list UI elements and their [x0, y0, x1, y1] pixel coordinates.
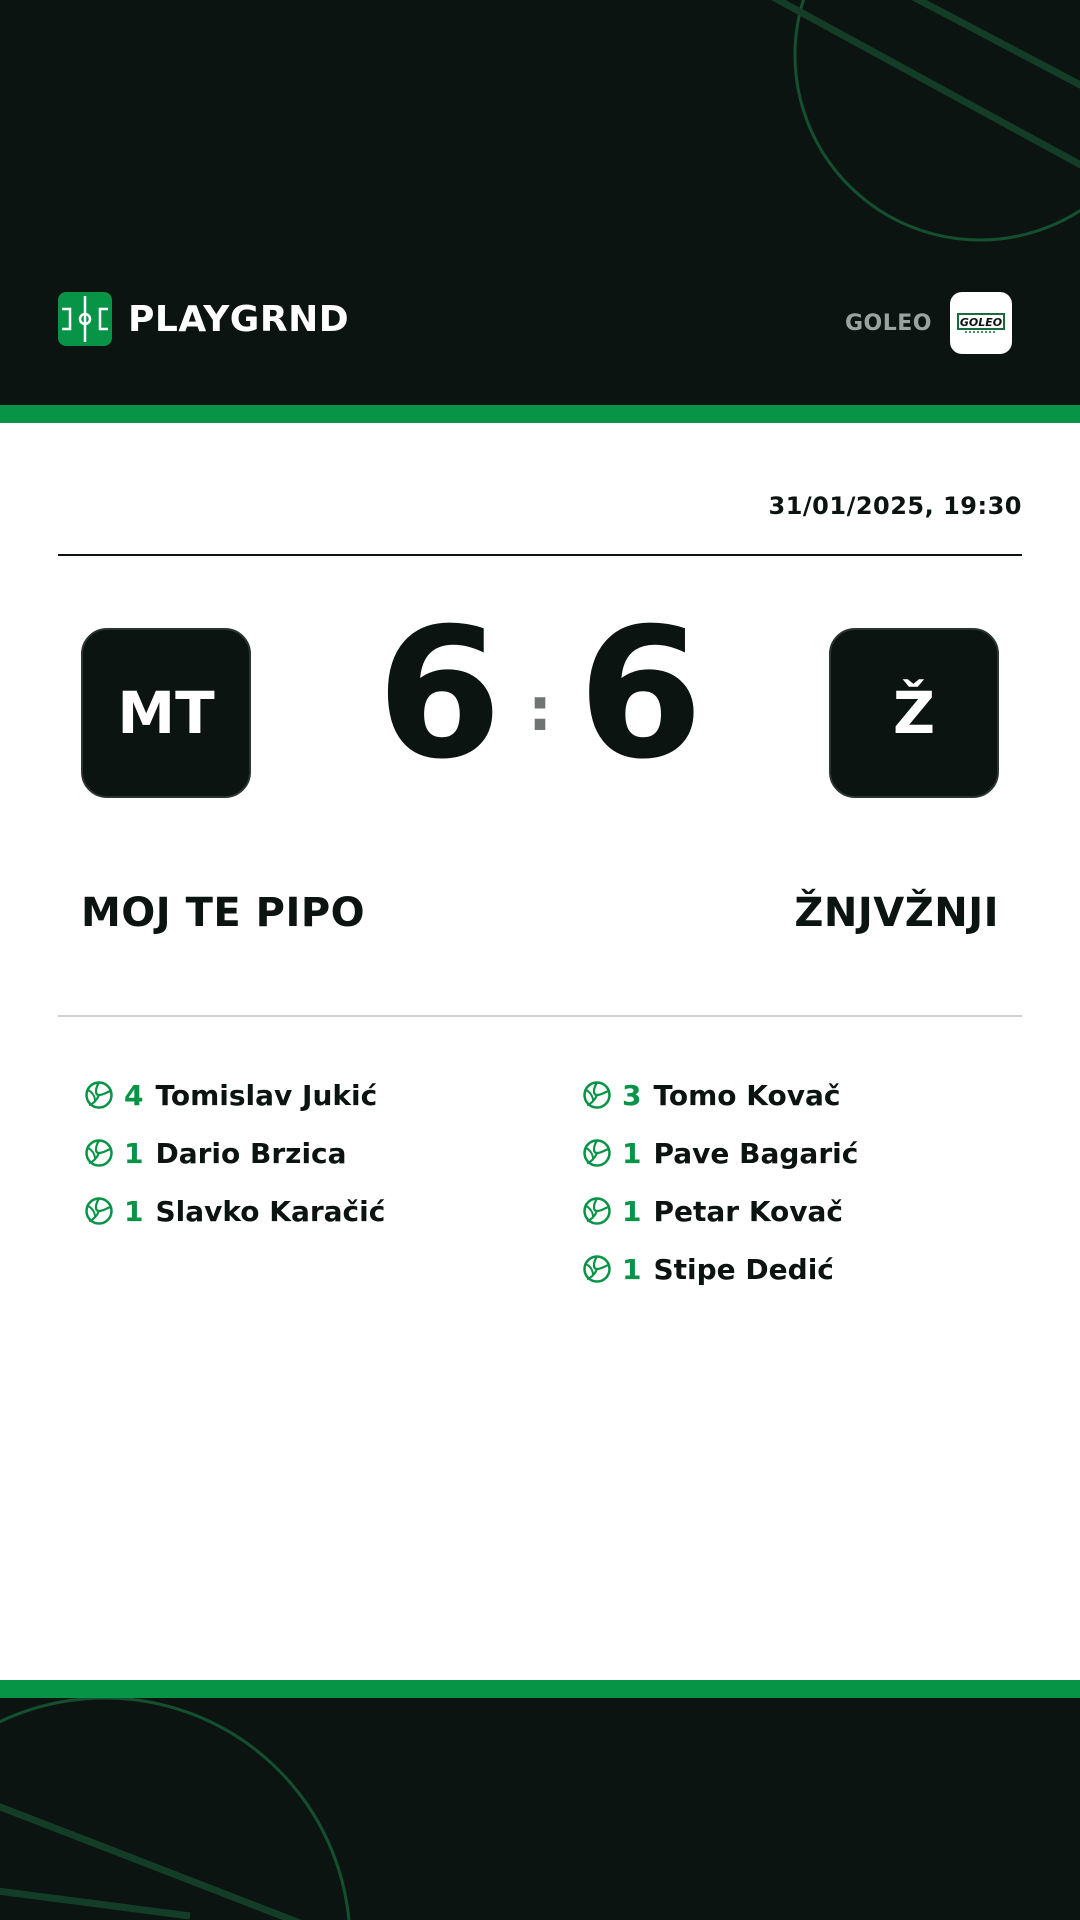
- footer: [0, 1698, 1080, 1920]
- scorer-row: [582, 1124, 858, 1182]
- home-score: 6: [376, 590, 502, 799]
- player-name: Slavko Karačić: [155, 1194, 386, 1228]
- footer-accent-stripe: [0, 1680, 1080, 1698]
- match-datetime: 31/01/2025, 19:30: [768, 492, 1022, 520]
- header-accent-stripe: [0, 405, 1080, 423]
- scorer-row: [84, 1124, 385, 1182]
- home-scorers-list: [84, 1066, 385, 1240]
- soccer-ball-icon: [84, 1196, 114, 1226]
- away-team-badge: Ž: [829, 628, 999, 798]
- goal-count: 1: [622, 1136, 642, 1170]
- goal-count: 1: [124, 1136, 144, 1170]
- header: [0, 0, 1080, 405]
- divider: [58, 1015, 1022, 1017]
- goal-count: 4: [124, 1078, 144, 1112]
- away-team-name: ŽNJVŽNJI: [794, 890, 999, 936]
- away-score: 6: [578, 590, 704, 799]
- player-name: Tomislav Jukić: [155, 1078, 378, 1112]
- soccer-ball-icon: [84, 1080, 114, 1110]
- player-name: Dario Brzica: [155, 1136, 347, 1170]
- pitch-lines-decoration: [0, 1698, 1080, 1920]
- home-team-badge: MT: [81, 628, 251, 798]
- goal-count: 1: [124, 1194, 144, 1228]
- partner: [845, 292, 1012, 354]
- soccer-ball-icon: [84, 1138, 114, 1168]
- player-name: Petar Kovač: [653, 1194, 844, 1228]
- soccer-ball-icon: [582, 1196, 612, 1226]
- goal-count: 1: [622, 1194, 642, 1228]
- scorer-row: [582, 1066, 858, 1124]
- home-team-name: MOJ TE PIPO: [81, 890, 366, 936]
- scorer-row: [582, 1182, 858, 1240]
- scorer-row: [84, 1182, 385, 1240]
- partner-logo: [950, 292, 1012, 354]
- soccer-ball-icon: [582, 1138, 612, 1168]
- goal-count: 3: [622, 1078, 642, 1112]
- player-name: Tomo Kovač: [653, 1078, 841, 1112]
- away-scorers-list: [582, 1066, 858, 1298]
- goal-count: 1: [622, 1252, 642, 1286]
- partner-logo-text: GOLEO: [959, 316, 1003, 329]
- scoreboard: [340, 590, 740, 799]
- scorer-row: [84, 1066, 385, 1124]
- partner-name: GOLEO: [844, 310, 932, 336]
- brand: [58, 292, 349, 346]
- soccer-ball-icon: [582, 1080, 612, 1110]
- soccer-ball-icon: [582, 1254, 612, 1284]
- player-name: Stipe Dedić: [653, 1252, 834, 1286]
- scorer-row: [582, 1240, 858, 1298]
- player-name: Pave Bagarić: [653, 1136, 859, 1170]
- score-separator: :: [528, 675, 552, 745]
- brand-name: PLAYGRND: [128, 298, 350, 340]
- divider: [58, 554, 1022, 556]
- football-field-icon: [58, 292, 112, 346]
